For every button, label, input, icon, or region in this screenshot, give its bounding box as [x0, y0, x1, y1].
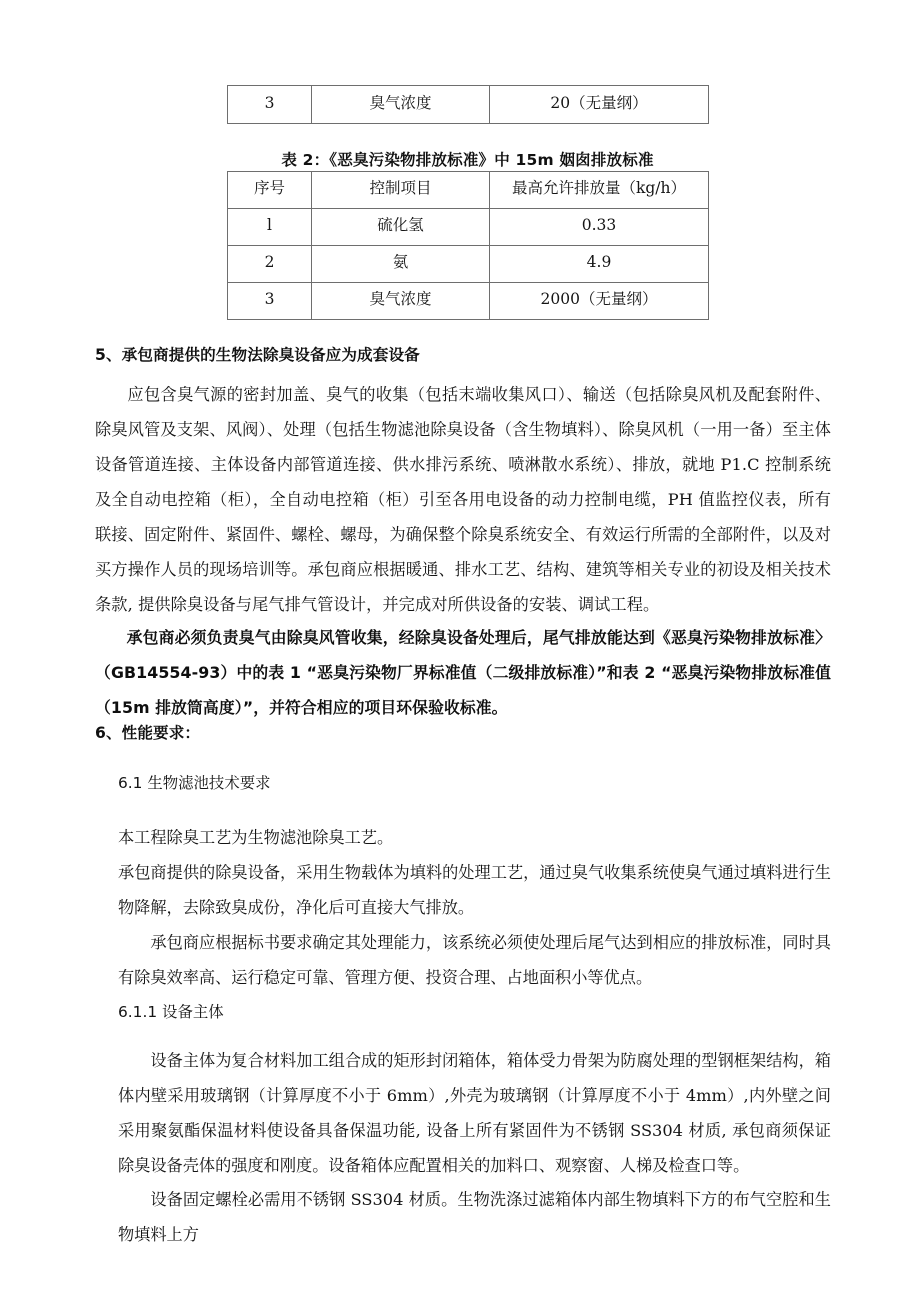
table-row	[228, 86, 709, 124]
section-6-1-para2-block	[118, 855, 831, 925]
table-header-item: 控制项目	[312, 172, 490, 209]
section-6-1-paragraph-2: 承包商提供的除臭设备，采用生物载体为填料的处理工艺，通过臭气收集系统使臭气通过填料进行生物降解，去除致臭成份，净化后可直接大气排放。	[118, 863, 831, 917]
table-row	[228, 209, 709, 246]
section-5-paragraph-2-bold: 承包商必须负责臭气由除臭风管收集，经除臭设备处理后，尾气排放能达到《恶臭污染物排放标准〉（GB14554-93）中的表 1 “恶臭污染物厂界标准值（二级排放标准）”和表 2 “恶臭污染物排放标准值（15m 排放筒高度）”，并符合相应的项目环保验收标准。	[95, 628, 831, 717]
table-cell-item: 氨	[312, 246, 490, 283]
emission-standard-table-2	[227, 171, 708, 320]
section-6-heading-block	[95, 718, 831, 748]
table-cell-index: 2	[228, 246, 312, 283]
table-cell-item: 硫化氢	[312, 209, 490, 246]
section-6-1-paragraph-3: 承包商应根据标书要求确定其处理能力，该系统必须使处理后尾气达到相应的排放标准，同时具有除臭效率高、运行稳定可靠、管理方便、投资合理、占地面积小等优点。	[118, 933, 831, 987]
table-cell-value: 20（无量纲）	[490, 86, 709, 124]
table-cell-value: 4.9	[490, 246, 709, 283]
table-cell-item: 臭气浓度	[312, 86, 490, 124]
section-6-1-para1-block	[118, 820, 831, 855]
section-6-1-1-para2-block	[118, 1182, 831, 1252]
table-row	[228, 283, 709, 320]
table-cell-index: 3	[228, 283, 312, 320]
section-5-heading: 5、承包商提供的生物法除臭设备应为成套设备	[95, 346, 420, 364]
table-cell-item: 臭气浓度	[312, 283, 490, 320]
section-6-1-1-heading: 6.1.1 设备主体	[118, 1003, 224, 1021]
section-5-paragraph-1: 应包含臭气源的密封加盖、臭气的收集（包括末端收集风口）、输送（包括除臭风机及配套附件、除臭风管及支架、风阀）、处理（包括生物滤池除臭设备（含生物填料）、除臭风机（一用一备）至主体设备管道连接、主体设备内部管道连接、供水排污系统、喷淋散水系统）、排放，就地 P1.C 控制系统及全自动电控箱（柜），全自动电控箱（柜）引至各用电设备的动力控制电缆，PH 值监控仪表，所有联接、固定附件、紧固件、螺栓、螺母，为确保整个除臭系统安全、有效运行所需的全部附件，以及对买方操作人员的现场培训等。承包商应根据暖通、排水工艺、结构、建筑等相关专业的初设及相关技术条款, 提供除臭设备与尾气排气管设计，并完成对所供设备的安装、调试工程。	[95, 385, 831, 614]
table-cell-index: 3	[228, 86, 312, 124]
table-header-value: 最高允许排放量（kg/h）	[490, 172, 709, 209]
section-6-1-heading-block	[118, 768, 831, 798]
section-6-1-para3-block	[118, 925, 831, 995]
section-5-para1-block	[95, 377, 831, 622]
section-5-para2-block	[95, 620, 831, 725]
table-1	[227, 85, 709, 124]
section-6-heading: 6、性能要求：	[95, 724, 201, 742]
section-5-heading-block	[95, 340, 831, 370]
section-6-1-heading: 6.1 生物滤池技术要求	[118, 774, 271, 792]
table-2	[227, 171, 709, 320]
section-6-1-1-paragraph-2: 设备固定螺栓必需用不锈钢 SS304 材质。生物洗涤过滤箱体内部生物填料下方的布气空腔和生物填料上方	[118, 1190, 831, 1244]
table-cell-index: l	[228, 209, 312, 246]
table-header-index: 序号	[228, 172, 312, 209]
section-6-1-1-heading-block	[118, 997, 831, 1027]
table-2-caption: 表 2：《恶臭污染物排放标准》中 15m 姻囱排放标准	[281, 151, 654, 169]
table-header-row	[228, 172, 709, 209]
section-6-1-1-para1-block	[118, 1043, 831, 1183]
table-cell-value: 2000（无量纲）	[490, 283, 709, 320]
emission-standard-table-1	[227, 85, 708, 124]
section-6-1-1-paragraph-1: 设备主体为复合材料加工组合成的矩形封闭箱体，箱体受力骨架为防腐处理的型钢框架结构，箱体内壁采用玻璃钢（计算厚度不小于 6mm）,外壳为玻璃钢（计算厚度不小于 4mm）,内外壁之间采用聚氨酯保温材料使设备具备保温功能, 设备上所有紧固件为不锈钢 SS304 材质, 承包商须保证除臭设备壳体的强度和刚度。设备箱体应配置相关的加料口、观察窗、人梯及检查口等。	[118, 1051, 831, 1175]
section-6-1-paragraph-1: 本工程除臭工艺为生物滤池除臭工艺。	[118, 828, 394, 847]
table-cell-value: 0.33	[490, 209, 709, 246]
table-row	[228, 246, 709, 283]
